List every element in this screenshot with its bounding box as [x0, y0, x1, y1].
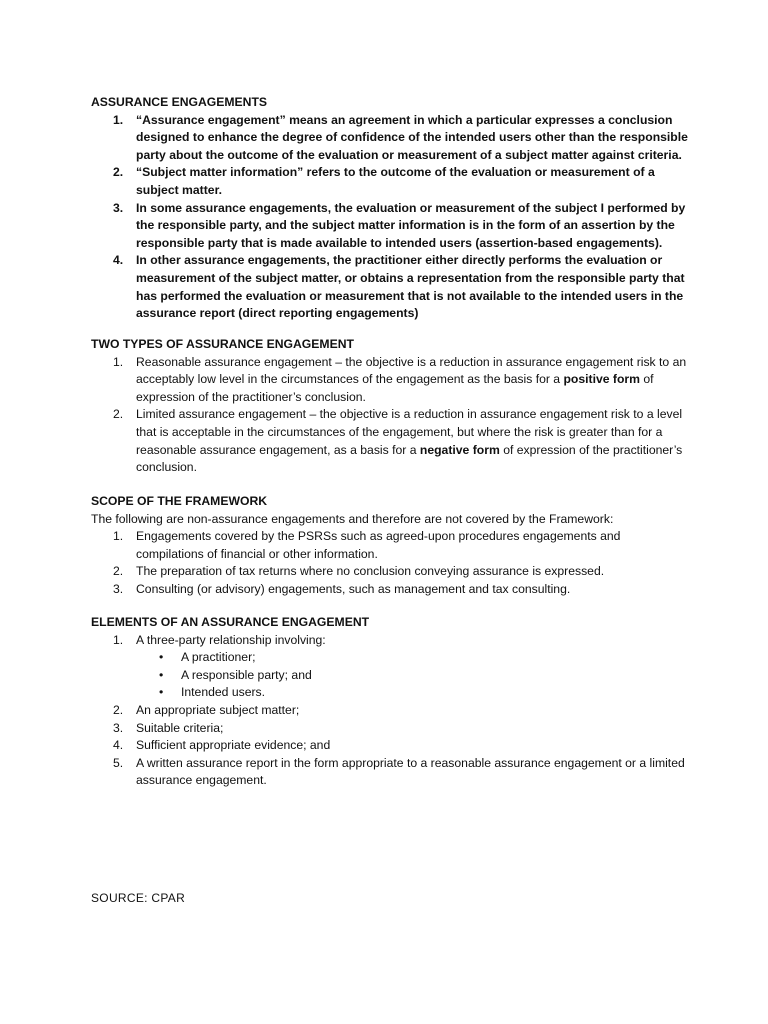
item-text-emphasis: direct reporting engagements: [242, 306, 415, 321]
section-scope: [91, 493, 691, 599]
bullet-item: [91, 684, 691, 702]
item-text: of expression of the practitioner’s conclusion.: [136, 442, 683, 475]
list-item: [91, 632, 691, 650]
list-item: [91, 702, 691, 720]
section-heading: SCOPE OF THE FRAMEWORK: [91, 494, 268, 508]
item-text: by the responsible party that is made available to intended users (: [136, 218, 675, 250]
item-text: In other assurance engagements, the practitioner either directly performs the evaluation or measurement of the subject matter, or obtains a representation from the responsible party that has performed the evaluation or measurement that is not available to the intended users in the assurance report (: [136, 253, 685, 321]
item-number: 5.: [113, 755, 124, 770]
section-two-types: [91, 336, 691, 477]
item-text: In some assurance engagements, the evaluation or measurement of the subject I performed by the responsible party, and the subject matter information is in the form of an: [136, 200, 686, 233]
section-heading: ELEMENTS OF AN ASSURANCE ENGAGEMENT: [91, 615, 370, 629]
item-text: Reasonable assurance engagement – the objective is a reduction in assurance engagement risk to an acceptably low level in the circumstances of the engagement as the basis for a: [136, 354, 687, 387]
section-intro: The following are non-assurance engagements and therefore are not covered by the Framework:: [91, 511, 614, 526]
list-item: [91, 164, 691, 199]
item-number: 3.: [113, 200, 124, 215]
bullet-text: Intended users.: [181, 685, 266, 700]
item-text-emphasis: positive form: [563, 372, 641, 387]
item-text: “Assurance engagement” means an agreement in which a particular expresses a conclusion designed to enhance the degree of confidence of the intended users other than the responsible party about the outcome of the evaluation or measurement of a subject matter against criteria.: [136, 112, 688, 162]
item-text: A written assurance report in the form appropriate to a reasonable assurance engagement or a limited assurance engagement.: [136, 755, 685, 788]
item-number: 1.: [113, 529, 124, 544]
list-item: [91, 200, 691, 253]
item-text: Consulting (or advisory) engagements, such as management and tax consulting.: [136, 581, 571, 596]
item-number: 2.: [113, 564, 124, 579]
item-text: A three-party relationship involving:: [136, 632, 326, 647]
item-number: 1.: [113, 354, 124, 369]
item-number: 2.: [113, 702, 124, 717]
list-item: [91, 354, 691, 407]
item-text: The preparation of tax returns where no conclusion conveying assurance is expressed.: [136, 564, 605, 579]
item-text-emphasis: assertion: [581, 218, 636, 233]
item-text: ): [414, 306, 419, 321]
item-text: Suitable criteria;: [136, 720, 224, 735]
item-number: 2.: [113, 407, 124, 422]
section-assurance-engagements: [91, 94, 691, 323]
item-text: Engagements covered by the PSRSs such as agreed-upon procedures engagements and compilations of financial or other information.: [136, 529, 621, 561]
item-number: 1.: [113, 632, 124, 647]
bullet-item: [91, 649, 691, 667]
section-heading: ASSURANCE ENGAGEMENTS: [91, 95, 268, 109]
list-item: [91, 112, 691, 165]
item-text: of expression of the practitioner’s conclusion.: [136, 372, 654, 404]
bullet-text: A responsible party; and: [181, 667, 312, 682]
bullet-dot: •: [159, 685, 164, 700]
item-number: 3.: [113, 581, 124, 596]
item-text-emphasis: assertion-based engagements: [479, 235, 655, 250]
item-text: Limited assurance engagement – the objective is a reduction in assurance engagement risk to a level that is acceptable in the circumstances of the engagement, but where the risk is greater than for a reasonable assurance engagement, as a basis for a: [136, 407, 683, 457]
list-item: [91, 720, 691, 738]
item-number: 4.: [113, 253, 124, 268]
item-number: 2.: [113, 165, 124, 180]
item-text: ).: [654, 235, 663, 250]
item-number: 4.: [113, 738, 124, 753]
bullet-text: A practitioner;: [181, 650, 256, 665]
item-text-emphasis: negative form: [419, 442, 500, 457]
list-item: [91, 528, 691, 563]
list-item: [91, 406, 691, 476]
item-text: “Subject matter information” refers to the outcome of the evaluation or measurement of a subject matter.: [136, 165, 655, 197]
bullet-dot: •: [159, 650, 164, 665]
source-note: SOURCE: CPAR: [91, 891, 186, 905]
list-item: [91, 737, 691, 755]
item-text: An appropriate subject matter;: [136, 702, 300, 717]
section-heading: TWO TYPES OF ASSURANCE ENGAGEMENT: [91, 337, 354, 351]
list-item: [91, 563, 691, 581]
item-number: 1.: [113, 112, 124, 127]
bullet-dot: •: [159, 667, 164, 682]
bullet-item: [91, 667, 691, 685]
item-number: 3.: [113, 720, 124, 735]
list-item: [91, 581, 691, 599]
section-elements: [91, 614, 691, 790]
list-item: [91, 755, 691, 790]
list-item: [91, 252, 691, 322]
item-text: Sufficient appropriate evidence; and: [136, 738, 331, 753]
